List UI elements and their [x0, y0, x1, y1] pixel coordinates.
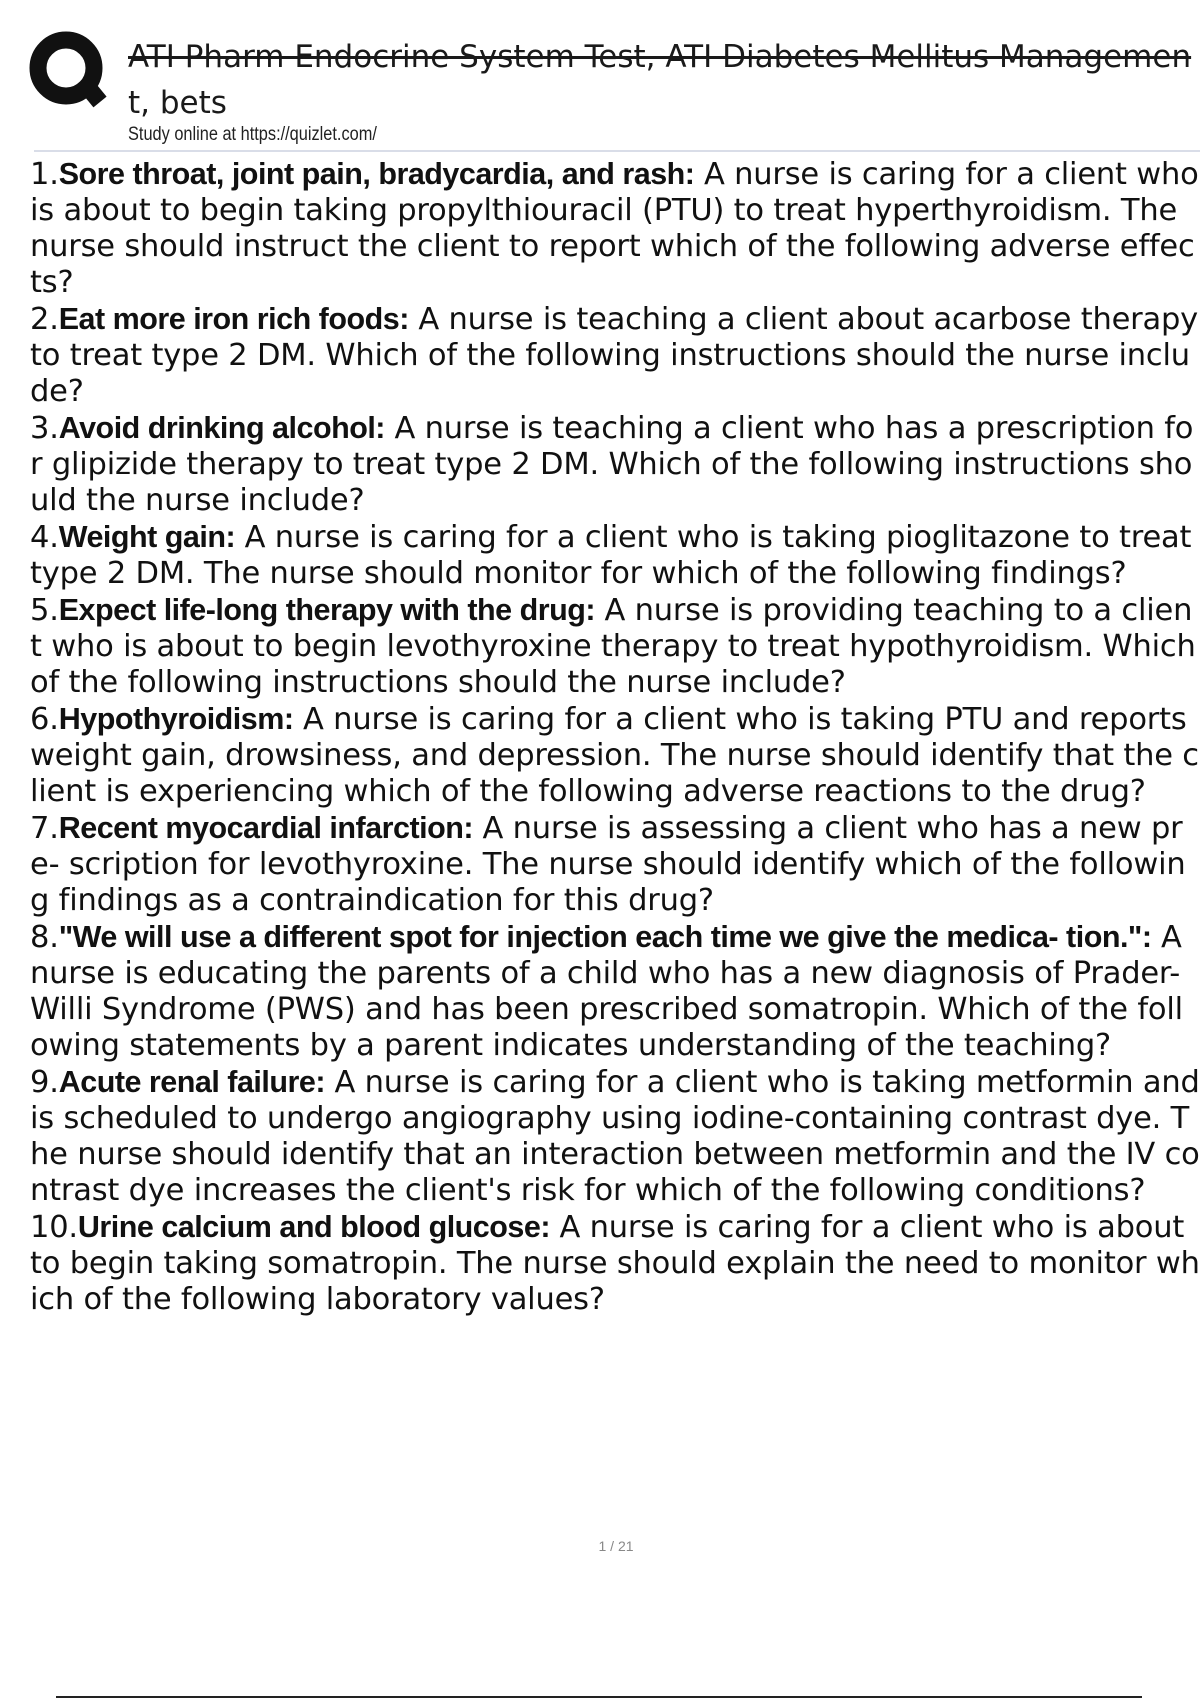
- card-term: Weight gain:: [58, 520, 236, 554]
- card-number: 8.: [30, 920, 59, 955]
- card-number: 1.: [30, 157, 59, 192]
- card-term: Avoid drinking alcohol:: [58, 411, 385, 445]
- title-rest-text: t, bets: [128, 85, 227, 121]
- card-definition: A nurse is caring for a client who is about to begin taking propylthiouracil (PTU) to treat hyperthyroidism. The nurse should instruct the client to report which of the following adverse effects?: [30, 157, 1199, 300]
- page-number: 1 / 21: [598, 1538, 634, 1554]
- flashcard-item: [30, 701, 1200, 810]
- card-definition: A nurse is caring for a client who is taking pioglitazone to treat type 2 DM. The nurse should monitor for which of the following findings?: [30, 520, 1192, 591]
- flashcard-item: [30, 592, 1200, 701]
- card-term: "We will use a different spot for injection each time we give the medica- tion.":: [58, 920, 1152, 954]
- card-number: 5.: [30, 593, 59, 628]
- card-number: 6.: [30, 702, 59, 737]
- card-term: Sore throat, joint pain, bradycardia, and rash:: [58, 157, 695, 191]
- card-term: Hypothyroidism:: [58, 702, 294, 736]
- flashcard-item: [30, 1209, 1200, 1318]
- card-number: 3.: [30, 411, 59, 446]
- footer-divider: [56, 1696, 1142, 1698]
- flashcard-list: [30, 156, 1200, 1318]
- card-term: Acute renal failure:: [58, 1065, 325, 1099]
- flashcard-item: [30, 301, 1200, 410]
- card-definition: A nurse is caring for a client who is taking PTU and reports weight gain, drowsiness, and depression. The nurse should identify that the client is experiencing which of the following adverse reactions to the drug?: [30, 702, 1199, 809]
- document-title: [128, 34, 1200, 126]
- card-definition: A nurse is educating the parents of a child who has a new diagnosis of Prader-Willi Syndrome (PWS) and has been prescribed somatropin. Which of the following statements by a parent indicates understanding of the teaching?: [30, 920, 1183, 1063]
- card-definition: A nurse is teaching a client about acarbose therapy to treat type 2 DM. Which of the following instructions should the nurse include?: [30, 302, 1198, 409]
- header-divider: [34, 150, 1200, 152]
- study-online-link[interactable]: Study online at https://quizlet.com/: [128, 124, 377, 145]
- card-term: Urine calcium and blood glucose:: [77, 1210, 550, 1244]
- card-term: Recent myocardial infarction:: [58, 811, 474, 845]
- quizlet-logo-icon: [28, 30, 108, 110]
- card-number: 4.: [30, 520, 59, 555]
- card-definition: A nurse is teaching a client who has a prescription for glipizide therapy to treat type 2 DM. Which of the following instructions should the nurse include?: [30, 411, 1194, 518]
- card-definition: A nurse is caring for a client who is about to begin taking somatropin. The nurse should explain the need to monitor which of the following laboratory values?: [30, 1210, 1200, 1317]
- flashcard-item: [30, 156, 1200, 301]
- flashcard-item: [30, 519, 1200, 592]
- flashcard-item: [30, 810, 1200, 919]
- card-number: 10.: [30, 1210, 78, 1245]
- card-term: Eat more iron rich foods:: [58, 302, 409, 336]
- card-definition: A nurse is caring for a client who is taking metformin and is scheduled to undergo angiography using iodine-containing contrast dye. The nurse should identify that an interaction between metformin and the IV contrast dye increases the client's risk for which of the following conditions?: [30, 1065, 1200, 1208]
- flashcard-item: [30, 1064, 1200, 1209]
- card-number: 7.: [30, 811, 59, 846]
- flashcard-item: [30, 919, 1200, 1064]
- flashcard-item: [30, 410, 1200, 519]
- title-struck-text: ATI Pharm Endocrine System Test, ATI Diabetes Mellitus Managemen: [128, 39, 1192, 75]
- card-definition: A nurse is assessing a client who has a new pre- scription for levothyroxine. The nurse should identify which of the following findings as a contraindication for this drug?: [30, 811, 1186, 918]
- card-definition: A nurse is providing teaching to a client who is about to begin levothyroxine therapy to treat hypothyroidism. Which of the following instructions should the nurse include?: [30, 593, 1196, 700]
- card-number: 9.: [30, 1065, 59, 1100]
- card-term: Expect life-long therapy with the drug:: [58, 593, 596, 627]
- card-number: 2.: [30, 302, 59, 337]
